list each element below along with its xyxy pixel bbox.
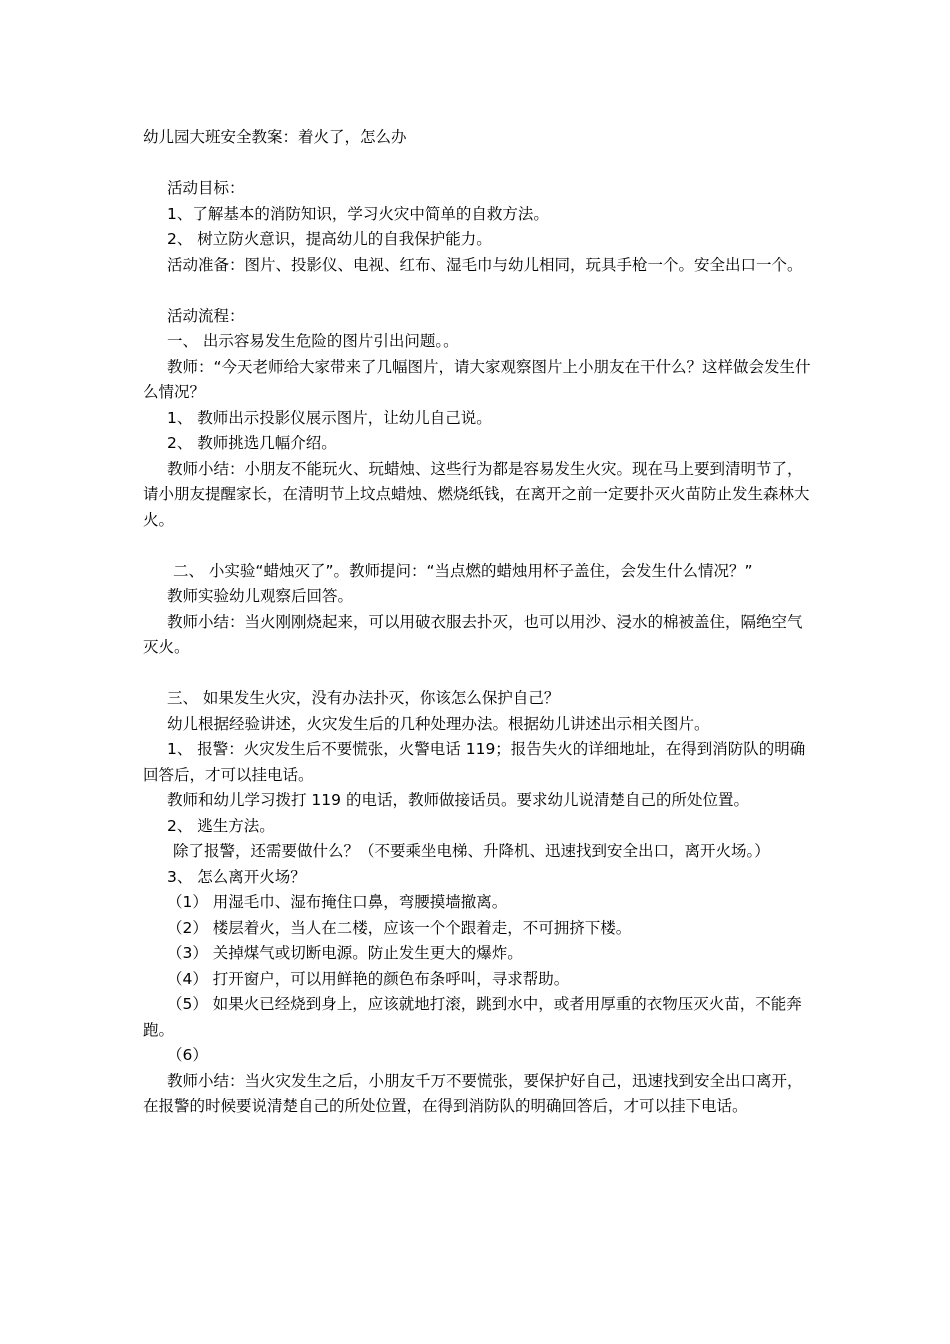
section-3-practice: 教师和幼儿学习拨打 119 的电话，教师做接话员。要求幼儿说清楚自己的所处位置。	[167, 791, 749, 809]
document-body	[143, 125, 811, 1120]
blank-line	[143, 278, 811, 304]
section-3-sub-4: （4） 打开窗户，可以用鲜艳的颜色布条呼叫，寻求帮助。	[167, 969, 570, 988]
section-1-heading: 一、 出示容易发生危险的图片引出问题。。	[167, 332, 459, 350]
section-3-sub-3: （3） 关掉煤气或切断电源。防止发生更大的爆炸。	[167, 944, 523, 962]
blank-line	[143, 151, 811, 177]
section-3-question: 除了报警，还需要做什么？（不要乘坐电梯、升降机、迅速找到安全出口，离开火场。）	[173, 842, 770, 860]
section-3-summary: 教师小结：当火灾发生之后，小朋友千万不要慌张，要保护好自己，迅速找到安全出口离开，在报警的时候要说清楚自己的所处位置，在得到消防队的明确回答后，才可以挂下电话。	[143, 1071, 803, 1115]
section-1-teacher-line: 教师：“今天老师给大家带来了几幅图片，请大家观察图片上小朋友在干什么？这样做会发生什么情况？	[143, 357, 811, 401]
section-1-summary: 教师小结：小朋友不能玩火、玩蜡烛、这些行为都是容易发生火灾。现在马上要到清明节了，请小朋友提醒家长，在清明节上坟点蜡烛、燃烧纸钱，在离开之前一定要扑灭火苗防止发生森林大火。	[143, 459, 810, 529]
section-2-heading: 二、 小实验“蜡烛灭了”。教师提问：“当点燃的蜡烛用杯子盖住，会发生什么情况？”	[173, 561, 753, 580]
section-3-sub-6: （6）	[167, 1046, 208, 1064]
section-2-answer: 教师实验幼儿观察后回答。	[167, 587, 354, 605]
blank-line	[143, 533, 811, 559]
section-3-sub-5: （5） 如果火已经烧到身上，应该就地打滚，跳到水中，或者用厚重的衣物压灭火苗，不能奔跑。	[143, 995, 802, 1039]
section-3-heading: 三、 如果发生火灾，没有办法扑灭，你该怎么保护自己？	[167, 689, 560, 707]
section-2-summary: 教师小结：当火刚刚烧起来，可以用破衣服去扑灭，也可以用沙、浸水的棉被盖住，隔绝空气灭火。	[143, 612, 803, 656]
section-3-item-1: 1、 报警：火灾发生后不要慌张，火警电话 119；报告失火的详细地址，在得到消防队的明确回答后，才可以挂电话。	[143, 740, 806, 784]
section-1-item-1: 1、 教师出示投影仪展示图片，让幼儿自己说。	[167, 408, 492, 427]
section-3-item-3: 3、 怎么离开火场？	[167, 867, 306, 886]
section-3-sub-1: （1） 用湿毛巾、湿布掩住口鼻，弯腰摸墙撤离。	[167, 893, 508, 911]
blank-line	[143, 661, 811, 687]
section-3-item-2: 2、 逃生方法。	[167, 816, 275, 835]
section-3-intro: 幼儿根据经验讲述，火灾发生后的几种处理办法。根据幼儿讲述出示相关图片。	[167, 714, 710, 733]
goal-item-2: 2、 树立防火意识，提高幼儿的自我保护能力。	[167, 230, 492, 248]
goals-heading: 活动目标：	[167, 179, 245, 197]
section-1-item-2: 2、 教师挑选几幅介绍。	[167, 434, 337, 452]
document-title: 幼儿园大班安全教案：着火了，怎么办	[143, 128, 407, 146]
section-3-sub-2: （2） 楼层着火，当人在二楼，应该一个个跟着走，不可拥挤下楼。	[167, 918, 632, 937]
goal-item-1: 1、了解基本的消防知识，学习火灾中简单的自救方法。	[167, 204, 549, 223]
flow-heading: 活动流程：	[167, 306, 245, 325]
preparation-text: 活动准备：图片、投影仪、电视、红布、湿毛巾与幼儿相同，玩具手枪一个。安全出口一个。	[167, 255, 803, 274]
